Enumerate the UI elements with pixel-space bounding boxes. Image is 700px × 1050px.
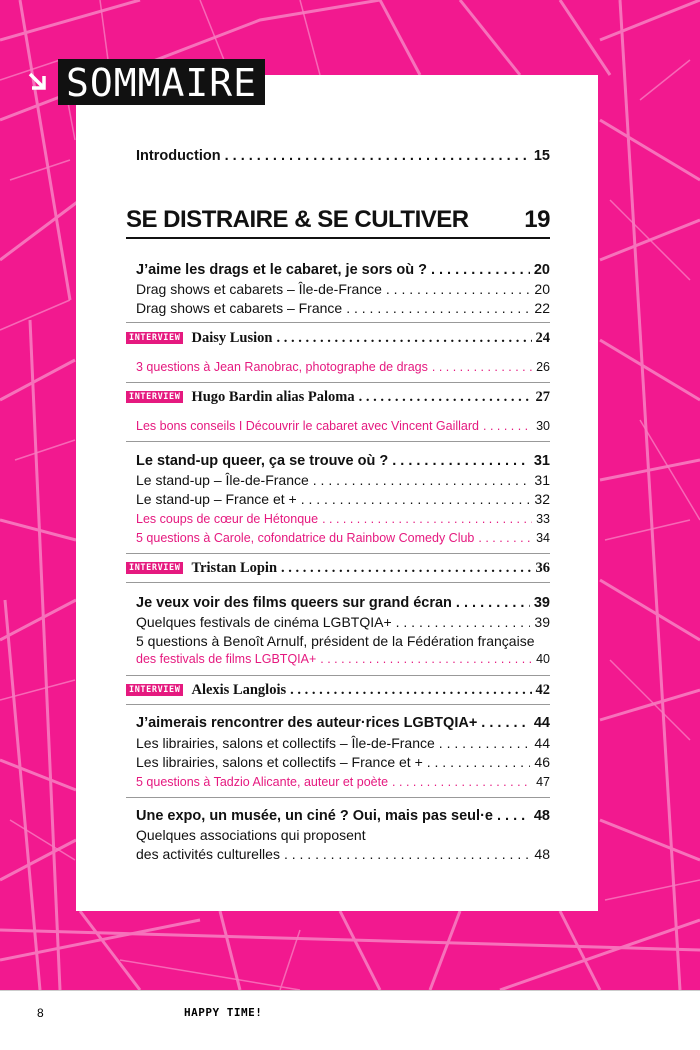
toc-entry-page: 36	[535, 560, 550, 576]
toc-entry-label: Drag shows et cabarets – France	[136, 300, 343, 316]
toc-entry[interactable]	[136, 652, 550, 666]
interview-tag: INTERVIEW	[126, 391, 183, 403]
toc-entry-page: 24	[535, 330, 550, 346]
toc-entry-page: 30	[536, 419, 550, 433]
toc-entry-interview[interactable]	[126, 389, 550, 406]
page-footer	[0, 990, 700, 1050]
leader-dots	[284, 846, 530, 862]
toc-entry-page: 39	[533, 595, 550, 611]
section-title: SE DISTRAIRE & SE CULTIVER	[126, 206, 469, 233]
interviewee-name: Tristan Lopin	[191, 560, 278, 576]
toc-entry-page: 33	[536, 512, 550, 526]
toc-entry-label: Quelques festivals de cinéma LGBTQIA+	[136, 614, 392, 630]
leader-dots	[281, 560, 531, 577]
toc-entry-page: 20	[534, 281, 550, 297]
toc-entry-label	[126, 560, 277, 577]
leader-dots	[313, 472, 531, 488]
section-heading	[126, 206, 550, 234]
toc-entry-label: Une expo, un musée, un ciné ? Oui, mais pas seul·e	[136, 808, 493, 824]
toc-entry-interview[interactable]	[126, 560, 550, 577]
toc-entry[interactable]	[136, 595, 550, 611]
toc-entry-page: 47	[536, 775, 550, 789]
toc-entry-label: des activités culturelles	[136, 846, 280, 862]
divider	[126, 322, 550, 323]
interviewee-name: Hugo Bardin alias Paloma	[191, 389, 355, 405]
toc-entry-label: Le stand-up queer, ça se trouve où ?	[136, 453, 389, 469]
toc-entry-label-line1[interactable]: Quelques associations qui proposent	[136, 827, 366, 843]
leader-dots	[481, 715, 530, 731]
toc-entry-page: 31	[533, 453, 550, 469]
divider	[126, 704, 550, 705]
toc-entry-page: 44	[534, 735, 550, 751]
divider	[126, 797, 550, 798]
toc-entry-label: Les bons conseils I Découvrir le cabaret avec Vincent Gaillard	[136, 419, 479, 433]
divider	[126, 675, 550, 676]
toc-entry-interview[interactable]	[126, 330, 550, 347]
toc-entry[interactable]	[136, 360, 550, 374]
toc-entry-page: 48	[534, 846, 550, 862]
toc-entry-label: 5 questions à Carole, cofondatrice du Rainbow Comedy Club	[136, 531, 475, 545]
leader-dots	[431, 262, 530, 278]
toc-entry[interactable]	[136, 614, 550, 630]
divider	[126, 441, 550, 442]
interviewee-name: Alexis Langlois	[191, 682, 287, 698]
toc-entry-page: 31	[534, 472, 550, 488]
toc-entry-interview[interactable]	[126, 682, 550, 699]
toc-entry-page: 15	[533, 148, 550, 164]
toc-entry-label	[126, 682, 286, 699]
toc-entry[interactable]	[136, 453, 550, 469]
toc-entry-page: 34	[536, 531, 550, 545]
toc-entry-page: 20	[533, 262, 550, 278]
toc-entry-page: 46	[534, 754, 550, 770]
toc-entry-label-line1[interactable]: 5 questions à Benoît Arnulf, président de la Fédération française	[136, 633, 535, 649]
toc-entry-label: Les librairies, salons et collectifs – Île-de-France	[136, 735, 435, 751]
toc-entry[interactable]	[136, 472, 550, 488]
leader-dots	[301, 491, 531, 507]
toc-entry[interactable]	[136, 715, 550, 731]
toc-entry-intro[interactable]	[136, 148, 550, 164]
leader-dots	[276, 330, 531, 347]
leader-dots	[456, 595, 530, 611]
leader-dots	[427, 754, 531, 770]
leader-dots	[322, 512, 532, 526]
toc-entry-label: Les coups de cœur de Hétonque	[136, 512, 319, 526]
toc-entry[interactable]	[136, 754, 550, 770]
page-title: SOMMAIRE	[58, 59, 265, 105]
interview-tag: INTERVIEW	[126, 562, 183, 574]
interview-tag: INTERVIEW	[126, 684, 183, 696]
toc-entry-label: Le stand-up – France et +	[136, 491, 297, 507]
toc-entry[interactable]	[136, 419, 550, 433]
interview-tag: INTERVIEW	[126, 332, 183, 344]
leader-dots	[497, 808, 530, 824]
leader-dots	[290, 682, 531, 699]
toc-entry-label: Drag shows et cabarets – Île-de-France	[136, 281, 382, 297]
leader-dots	[483, 419, 532, 433]
toc-entry-page: 32	[534, 491, 550, 507]
interviewee-name: Daisy Lusion	[191, 330, 273, 346]
leader-dots	[396, 614, 531, 630]
toc-entry[interactable]	[136, 531, 550, 545]
leader-dots	[432, 360, 532, 374]
leader-dots	[478, 531, 532, 545]
toc-entry[interactable]	[136, 262, 550, 278]
toc-entry-label	[126, 389, 355, 406]
leader-dots	[386, 281, 531, 297]
toc-entry[interactable]	[136, 775, 550, 789]
toc-entry[interactable]	[136, 281, 550, 297]
running-title: HAPPY TIME!	[184, 1006, 263, 1019]
arrow-down-right-icon	[26, 70, 50, 94]
leader-dots	[439, 735, 531, 751]
toc-entry[interactable]	[136, 846, 550, 862]
section-rule	[126, 237, 550, 239]
toc-entry-label: Le stand-up – Île-de-France	[136, 472, 309, 488]
toc-entry-page: 39	[534, 614, 550, 630]
divider	[126, 582, 550, 583]
toc-entry-label: Les librairies, salons et collectifs – France et +	[136, 754, 423, 770]
leader-dots	[392, 775, 532, 789]
divider	[126, 553, 550, 554]
toc-entry-label: J’aime les drags et le cabaret, je sors où ?	[136, 262, 427, 278]
divider	[126, 382, 550, 383]
footer-rule	[0, 990, 700, 991]
toc-entry[interactable]	[136, 300, 550, 316]
section-page: 19	[524, 206, 550, 233]
toc-entry-label: des festivals de films LGBTQIA+	[136, 652, 317, 666]
toc-entry-page: 40	[536, 652, 550, 666]
toc-entry-label: Je veux voir des films queers sur grand écran	[136, 595, 452, 611]
leader-dots	[359, 389, 532, 406]
toc-entry-page: 27	[535, 389, 550, 405]
toc-entry-page: 26	[536, 360, 550, 374]
toc-entry-label: 5 questions à Tadzio Alicante, auteur et poète	[136, 775, 389, 789]
leader-dots	[392, 453, 530, 469]
toc-entry[interactable]	[136, 735, 550, 751]
toc-entry[interactable]	[136, 491, 550, 507]
leader-dots	[320, 652, 532, 666]
toc-entry-page: 42	[535, 682, 550, 698]
toc-entry-label: 3 questions à Jean Ranobrac, photographe de drags	[136, 360, 428, 374]
leader-dots	[346, 300, 530, 316]
leader-dots	[225, 148, 530, 164]
toc-entry-page: 22	[534, 300, 550, 316]
toc-entry[interactable]	[136, 512, 550, 526]
toc-entry-label: J’aimerais rencontrer des auteur·rices LGBTQIA+	[136, 715, 478, 731]
toc-entry-page: 48	[533, 808, 550, 824]
page-number: 8	[37, 1006, 44, 1020]
toc-entry[interactable]	[136, 808, 550, 824]
toc-entry-label	[126, 330, 272, 347]
header	[26, 58, 265, 106]
toc-entry-label: Introduction	[136, 148, 221, 164]
toc-entry-page: 44	[533, 715, 550, 731]
